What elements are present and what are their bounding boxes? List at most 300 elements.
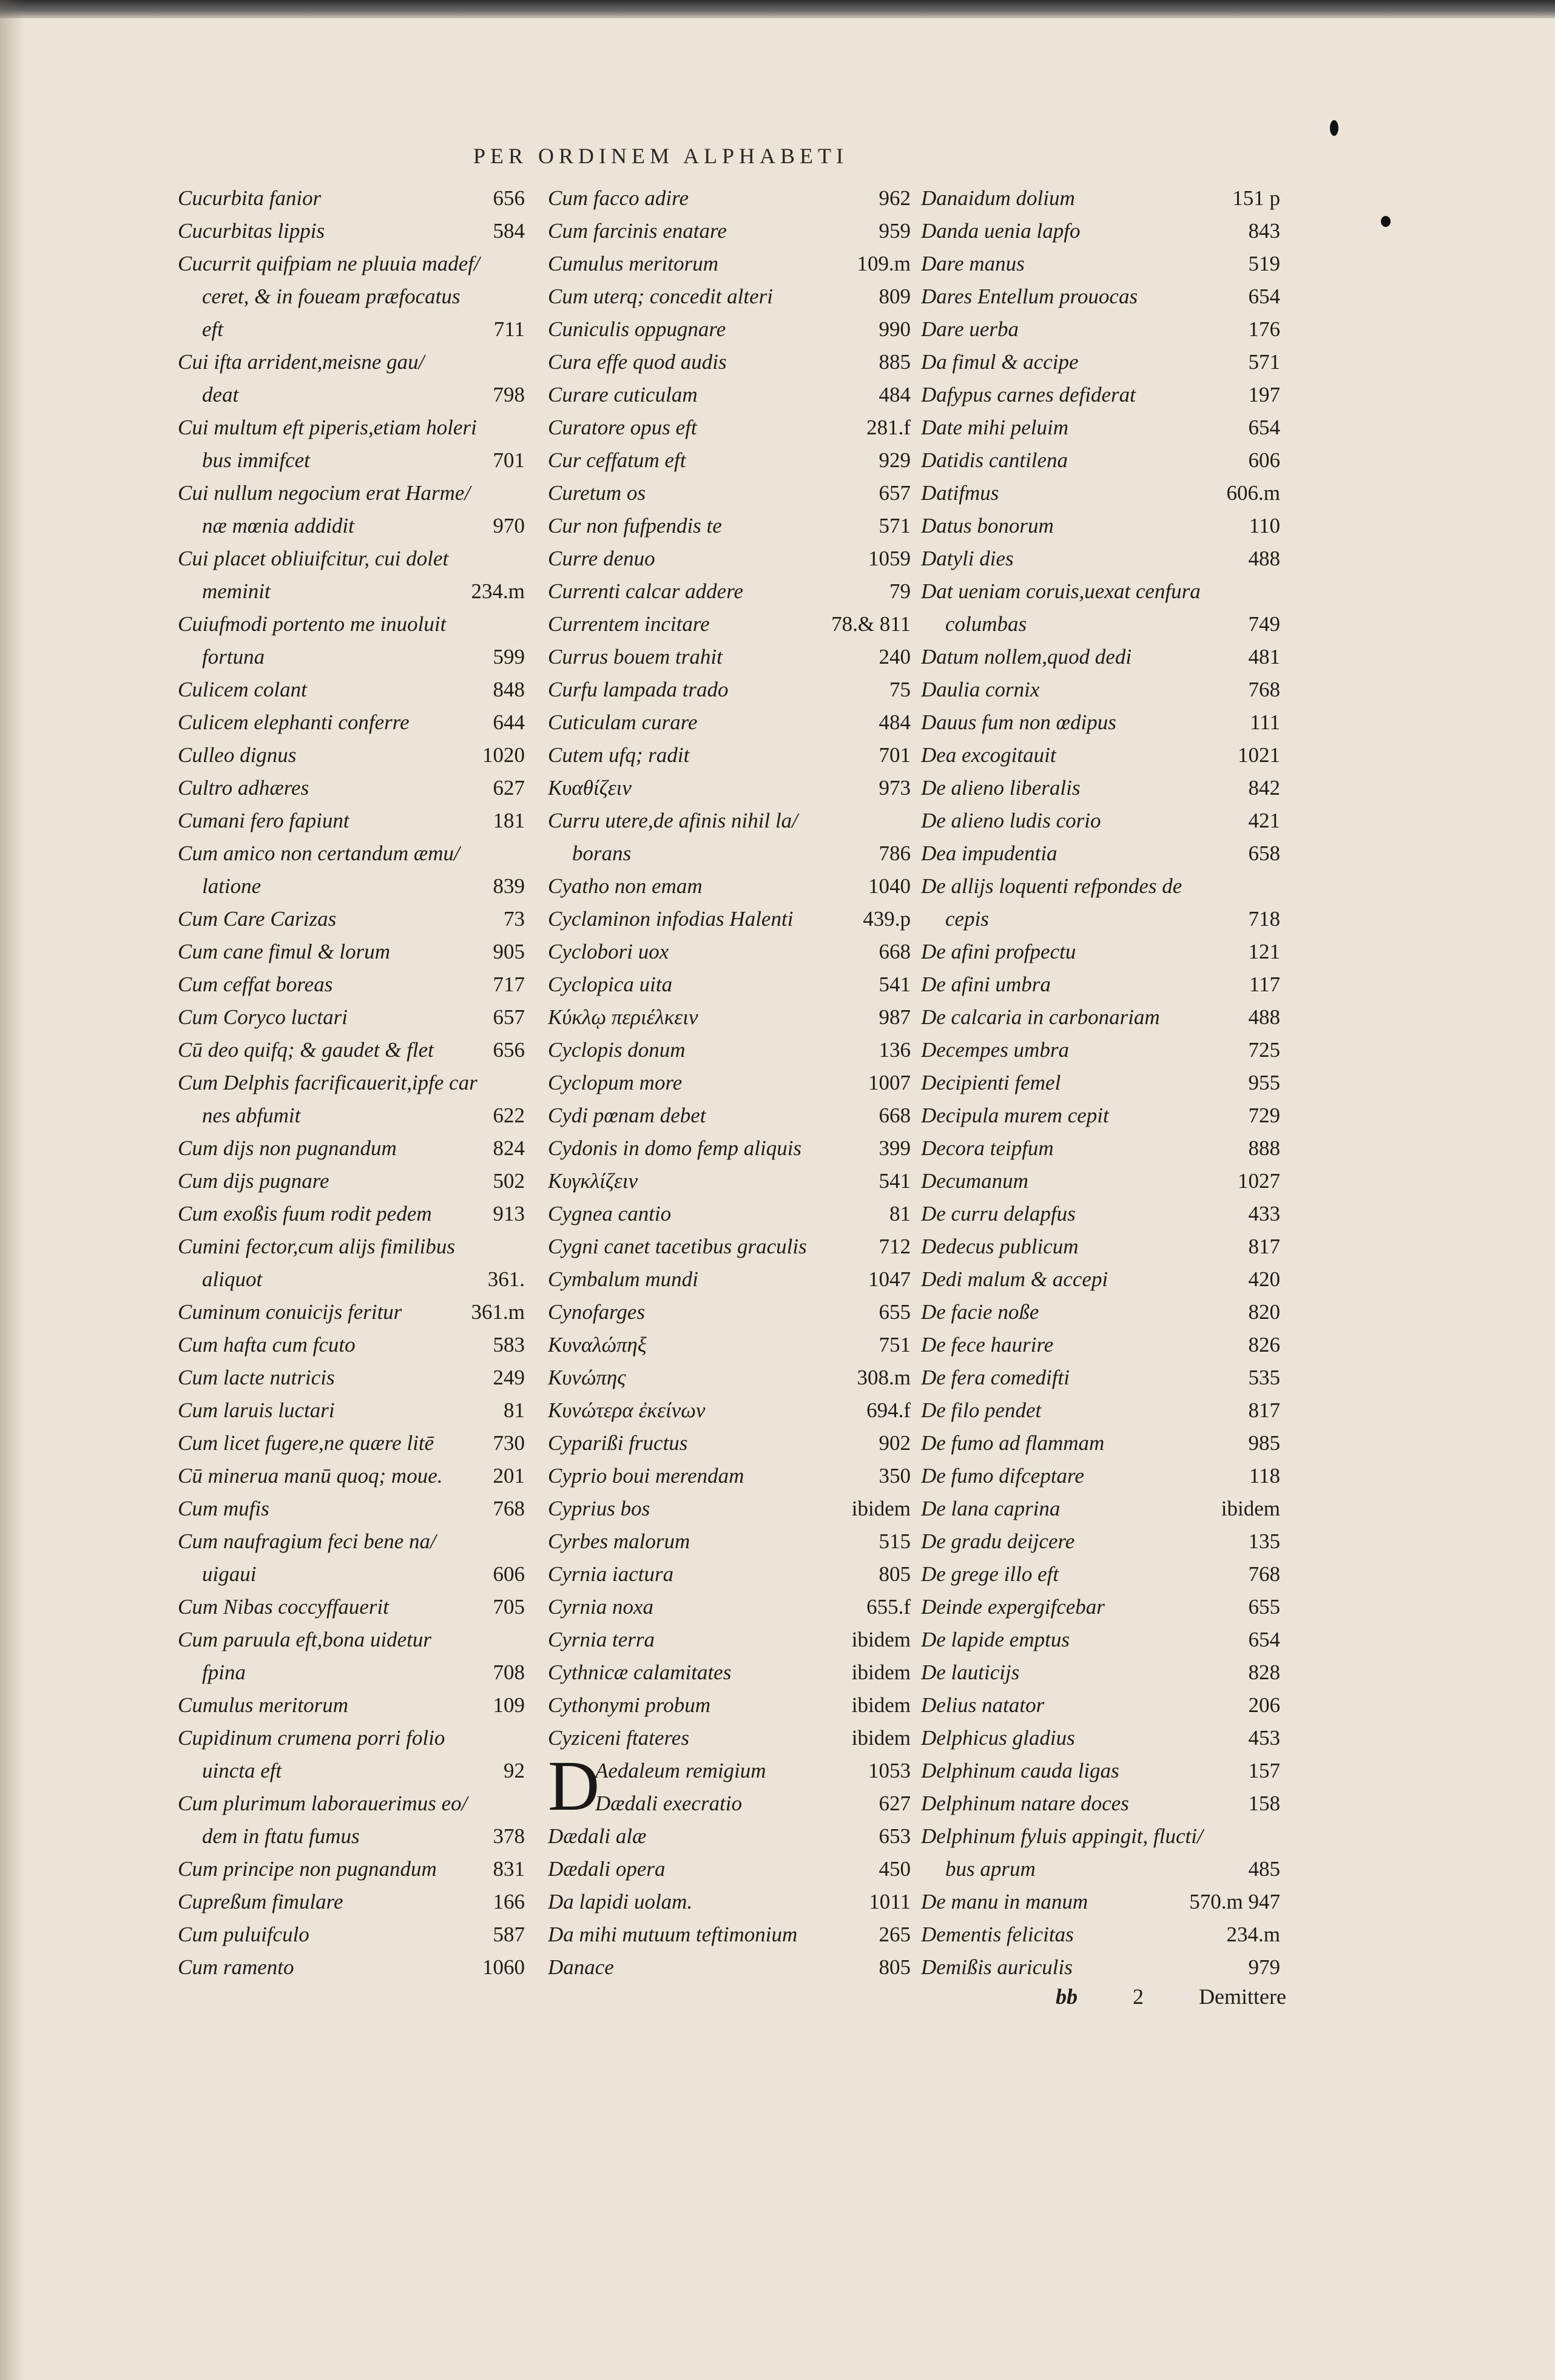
entry-page-ref: 570.m 947	[1189, 1890, 1280, 1913]
index-entry	[548, 1886, 911, 1918]
entry-page-ref: 798	[493, 383, 525, 406]
index-entry	[548, 1656, 911, 1689]
entry-text: Curetum os	[548, 481, 646, 505]
index-entry	[548, 1951, 911, 1984]
index-entry	[178, 641, 525, 673]
entry-text: De facie noße	[921, 1300, 1039, 1324]
entry-page-ref: 848	[493, 678, 525, 701]
index-entry	[548, 641, 911, 673]
entry-text: Cum lacte nutricis	[178, 1366, 335, 1389]
index-entry	[921, 641, 1280, 673]
index-entry	[921, 444, 1280, 477]
index-entry	[921, 673, 1280, 706]
index-entry	[921, 1787, 1280, 1820]
index-entry	[921, 1722, 1280, 1755]
running-head: PER ORDINEM ALPHABETI	[473, 144, 849, 168]
entry-text: Cyprius bos	[548, 1497, 650, 1520]
entry-page-ref: 902	[879, 1431, 911, 1455]
index-entry	[921, 411, 1280, 444]
index-entry	[921, 1460, 1280, 1492]
index-entry	[921, 1591, 1280, 1623]
entry-page-ref: 712	[879, 1235, 911, 1258]
index-entry	[921, 935, 1280, 968]
entry-text: Decipula murem cepit	[921, 1104, 1109, 1127]
entry-text: Delphicus gladius	[921, 1726, 1075, 1750]
entry-text: bus aprum	[945, 1857, 1036, 1881]
index-entry	[921, 1853, 1280, 1886]
catchword: Demittere	[1199, 1984, 1286, 2009]
entry-page-ref: 1007	[868, 1071, 911, 1094]
entry-text: De alieno liberalis	[921, 776, 1081, 800]
index-entry	[178, 1755, 525, 1787]
entry-text: Dauus fum non œdipus	[921, 710, 1116, 734]
entry-text: Dat ueniam coruis,uexat cenfura	[921, 579, 1201, 603]
entry-text: Curre denuo	[548, 547, 655, 570]
index-entry	[548, 1198, 911, 1230]
binding-shadow	[0, 0, 24, 2380]
page-top-edge	[0, 0, 1555, 18]
index-entry	[548, 1460, 911, 1492]
index-entry	[548, 1591, 911, 1623]
entry-text: Κυαθίζειν	[548, 776, 632, 800]
entry-page-ref: 158	[1248, 1792, 1280, 1815]
entry-text: De alieno ludis corio	[921, 809, 1101, 832]
entry-page-ref: 1059	[868, 547, 911, 570]
index-entry	[548, 673, 911, 706]
entry-text: Cyclopica uita	[548, 973, 673, 996]
index-entry	[178, 1329, 525, 1361]
entry-page-ref: 786	[879, 841, 911, 865]
entry-page-ref: 361.m	[471, 1300, 525, 1324]
index-entry	[548, 870, 911, 903]
entry-page-ref: 1040	[868, 874, 911, 898]
entry-text: latione	[202, 874, 261, 898]
entry-text: Dædali alæ	[548, 1824, 647, 1848]
entry-page-ref: ibidem	[851, 1726, 911, 1750]
index-entry	[178, 903, 525, 935]
index-entry	[548, 935, 911, 968]
entry-text: Cum dijs pugnare	[178, 1169, 329, 1193]
entry-page-ref: 1027	[1238, 1169, 1280, 1193]
index-entry	[921, 248, 1280, 280]
entry-text: Cumulus meritorum	[548, 252, 718, 275]
entry-page-ref: 541	[879, 1169, 911, 1193]
entry-page-ref: 985	[1248, 1431, 1280, 1455]
entry-page-ref: 817	[1248, 1235, 1280, 1258]
entry-text: Dædali opera	[548, 1857, 666, 1881]
entry-text: Culicem colant	[178, 678, 307, 701]
entry-text: Cum licet fugere,ne quære litē	[178, 1431, 434, 1455]
entry-text: Curare cuticulam	[548, 383, 698, 406]
index-entry	[178, 1034, 525, 1067]
index-entry	[178, 1492, 525, 1525]
entry-text: Κυνώτερα ἐκείνων	[548, 1398, 706, 1422]
entry-text: dem in ftatu fumus	[202, 1824, 360, 1848]
entry-text: Cyrbes malorum	[548, 1529, 690, 1553]
entry-text: Cumini fector,cum alijs fimilibus	[178, 1235, 455, 1258]
entry-page-ref: 627	[493, 776, 525, 800]
column-2-entries	[548, 182, 911, 1755]
entry-page-ref: 420	[1248, 1267, 1280, 1291]
entry-page-ref: 655	[879, 1300, 911, 1324]
index-entry	[548, 444, 911, 477]
entry-text: Cum puluifculo	[178, 1923, 309, 1946]
entry-page-ref: 929	[879, 448, 911, 472]
entry-page-ref: 484	[879, 710, 911, 734]
index-entry	[921, 1525, 1280, 1558]
index-entry	[178, 1460, 525, 1492]
index-entry	[921, 182, 1280, 215]
entry-text: Decipienti femel	[921, 1071, 1061, 1094]
entry-page-ref: 705	[493, 1595, 525, 1619]
entry-text: Cum cane fimul & lorum	[178, 940, 390, 963]
entry-text: Cydonis in domo femp aliquis	[548, 1136, 802, 1160]
index-entry	[178, 1886, 525, 1918]
entry-text: Curru utere,de afinis nihil la/	[548, 809, 798, 832]
entry-text: Cumani fero fapiunt	[178, 809, 349, 832]
entry-page-ref: 135	[1248, 1529, 1280, 1553]
index-entry	[178, 739, 525, 772]
entry-page-ref: ibidem	[851, 1497, 911, 1520]
entry-page-ref: 708	[493, 1660, 525, 1684]
initial-block	[548, 1746, 911, 1825]
index-entry	[548, 706, 911, 739]
entry-page-ref: 768	[493, 1497, 525, 1520]
index-entry	[921, 477, 1280, 510]
index-entry	[921, 772, 1280, 804]
index-entry	[178, 870, 525, 903]
entry-text: Cum facco adire	[548, 186, 689, 210]
entry-text: ceret, & in foueam præfocatus	[202, 285, 460, 308]
entry-page-ref: 839	[493, 874, 525, 898]
entry-page-ref: 987	[879, 1005, 911, 1029]
entry-text: eft	[202, 317, 223, 341]
entry-page-ref: 817	[1248, 1398, 1280, 1422]
entry-text: Dare uerba	[921, 317, 1019, 341]
entry-text: Cum paruula eft,bona uidetur	[178, 1628, 432, 1651]
entry-page-ref: 109	[493, 1693, 525, 1717]
entry-page-ref: 151 p	[1232, 186, 1280, 210]
entry-page-ref: 654	[1248, 285, 1280, 308]
entry-text: Cum ramento	[178, 1955, 294, 1979]
entry-page-ref: 768	[1248, 1562, 1280, 1586]
index-entry	[548, 215, 911, 248]
index-entry	[548, 313, 911, 346]
index-entry	[178, 1951, 525, 1984]
entry-text: fortuna	[202, 645, 265, 669]
entry-page-ref: 583	[493, 1333, 525, 1357]
index-entry	[178, 1918, 525, 1951]
entry-page-ref: 92	[504, 1759, 525, 1782]
entry-text: Cyclobori uox	[548, 940, 669, 963]
entry-text: Delphinum cauda ligas	[921, 1759, 1119, 1782]
entry-text: De fumo ad flammam	[921, 1431, 1105, 1455]
index-entry	[548, 1132, 911, 1165]
index-entry	[178, 1198, 525, 1230]
entry-page-ref: 658	[1248, 841, 1280, 865]
index-entry	[921, 903, 1280, 935]
entry-page-ref: 519	[1248, 252, 1280, 275]
entry-page-ref: 484	[879, 383, 911, 406]
index-entry	[548, 1918, 911, 1951]
entry-page-ref: 654	[1248, 1628, 1280, 1651]
entry-text: Cum dijs non pugnandum	[178, 1136, 397, 1160]
entry-page-ref: 587	[493, 1923, 525, 1946]
entry-text: Cum Care Carizas	[178, 907, 337, 931]
entry-text: Datifmus	[921, 481, 999, 505]
entry-page-ref: 201	[493, 1464, 525, 1488]
entry-page-ref: 831	[493, 1857, 525, 1881]
entry-text: Cumulus meritorum	[178, 1693, 348, 1717]
entry-text: De curru delapfus	[921, 1202, 1076, 1225]
index-entry	[921, 837, 1280, 870]
entry-text: Da fimul & accipe	[921, 350, 1079, 374]
index-entry	[548, 1394, 911, 1427]
entry-page-ref: 361.	[487, 1267, 525, 1291]
index-entry	[921, 1132, 1280, 1165]
entry-text: Danace	[548, 1955, 614, 1979]
entry-page-ref: 805	[879, 1562, 911, 1586]
index-entry	[548, 542, 911, 575]
entry-page-ref: 450	[879, 1857, 911, 1881]
entry-text: Datum nollem,quod dedi	[921, 645, 1132, 669]
index-entry	[548, 1853, 911, 1886]
entry-page-ref: 655.f	[866, 1595, 911, 1619]
entry-page-ref: 584	[493, 219, 525, 243]
ink-spot	[1381, 216, 1391, 227]
index-entry	[921, 1361, 1280, 1394]
entry-text: Cum hafta cum fcuto	[178, 1333, 356, 1357]
entry-text: De fece haurire	[921, 1333, 1054, 1357]
entry-page-ref: 627	[879, 1792, 911, 1815]
index-entry	[178, 313, 525, 346]
entry-page-ref: 118	[1249, 1464, 1280, 1488]
index-entry	[548, 182, 911, 215]
entry-text: Cui placet obliuifcitur, cui dolet	[178, 547, 449, 570]
index-entry	[921, 739, 1280, 772]
entry-text: Cui ifta arrident,meisne gau/	[178, 350, 425, 374]
entry-page-ref: 725	[1248, 1038, 1280, 1062]
entry-page-ref: 809	[879, 285, 911, 308]
index-entry	[921, 510, 1280, 542]
index-entry	[178, 575, 525, 608]
entry-text: Cucurbitas lippis	[178, 219, 325, 243]
entry-text: Cum ceffat boreas	[178, 973, 333, 996]
entry-page-ref: 502	[493, 1169, 525, 1193]
entry-text: Cyprio boui merendam	[548, 1464, 744, 1488]
entry-text: Culleo dignus	[178, 743, 297, 767]
index-entry	[921, 379, 1280, 411]
index-entry	[921, 608, 1280, 641]
entry-page-ref: 481	[1248, 645, 1280, 669]
entry-page-ref: 1053	[868, 1759, 911, 1782]
entry-text: De manu in manum	[921, 1890, 1088, 1913]
entry-page-ref: 701	[879, 743, 911, 767]
index-entry	[178, 1427, 525, 1460]
index-entry	[178, 1623, 525, 1656]
index-entry	[178, 215, 525, 248]
entry-page-ref: 1020	[482, 743, 525, 767]
index-column-3	[921, 182, 1280, 1984]
entry-page-ref: 657	[879, 481, 911, 505]
entry-page-ref: 136	[879, 1038, 911, 1062]
entry-text: De filo pendet	[921, 1398, 1042, 1422]
entry-text: Date mihi peluim	[921, 416, 1069, 439]
entry-text: columbas	[945, 612, 1027, 636]
entry-text: Cui nullum negocium erat Harme/	[178, 481, 471, 505]
index-entry	[921, 1623, 1280, 1656]
index-entry	[178, 804, 525, 837]
entry-text: Cucurrit quifpiam ne pluuia madef/	[178, 252, 480, 275]
entry-page-ref: 181	[493, 809, 525, 832]
page-footer	[1056, 1984, 1286, 2009]
entry-text: Dare manus	[921, 252, 1025, 275]
entry-text: Deinde expergifcebar	[921, 1595, 1105, 1619]
entry-text: Κυνώπης	[548, 1366, 626, 1389]
entry-text: Decempes umbra	[921, 1038, 1069, 1062]
entry-page-ref: ibidem	[851, 1660, 911, 1684]
entry-text: Dea excogitauit	[921, 743, 1056, 767]
index-entry	[178, 608, 525, 641]
entry-page-ref: 78.& 811	[831, 612, 911, 636]
index-entry	[178, 1591, 525, 1623]
index-entry	[548, 1034, 911, 1067]
entry-text: Da mihi mutuum teftimonium	[548, 1923, 798, 1946]
entry-page-ref: 75	[889, 678, 911, 701]
entry-text: Dedecus publicum	[921, 1235, 1079, 1258]
index-entry	[548, 608, 911, 641]
index-entry	[548, 510, 911, 542]
entry-text: Cur ceffatum eft	[548, 448, 686, 472]
entry-page-ref: 81	[504, 1398, 525, 1422]
index-entry	[178, 968, 525, 1001]
index-entry	[178, 837, 525, 870]
index-entry	[548, 1263, 911, 1296]
index-entry	[548, 1001, 911, 1034]
entry-text: Κυγκλίζειν	[548, 1169, 638, 1193]
index-entry	[595, 1755, 911, 1787]
index-entry	[548, 837, 911, 870]
entry-text: Cum Delphis facrificauerit,ipfe car	[178, 1071, 477, 1094]
entry-text: Cum laruis luctari	[178, 1398, 335, 1422]
entry-text: Culicem elephanti conferre	[178, 710, 410, 734]
index-entry	[178, 280, 525, 313]
entry-text: Cuticulam curare	[548, 710, 698, 734]
entry-text: Cythnicæ calamitates	[548, 1660, 732, 1684]
entry-page-ref: 717	[493, 973, 525, 996]
entry-text: Datidis cantilena	[921, 448, 1068, 472]
index-entry	[921, 1067, 1280, 1099]
index-entry	[548, 379, 911, 411]
entry-text: Cyclaminon infodias Halenti	[548, 907, 794, 931]
index-entry	[921, 1558, 1280, 1591]
entry-page-ref: 488	[1248, 547, 1280, 570]
entry-text: Cum uterq; concedit alteri	[548, 285, 773, 308]
entry-text: Cymbalum mundi	[548, 1267, 698, 1291]
entry-text: Cupidinum crumena porri folio	[178, 1726, 445, 1750]
entry-page-ref: 599	[493, 645, 525, 669]
entry-page-ref: 654	[1248, 416, 1280, 439]
entry-text: De afini umbra	[921, 973, 1051, 996]
entry-text: Dementis felicitas	[921, 1923, 1074, 1946]
index-entry	[178, 346, 525, 379]
entry-page-ref: 1047	[868, 1267, 911, 1291]
entry-text: Delius natator	[921, 1693, 1045, 1717]
index-entry	[921, 1296, 1280, 1329]
entry-text: uigaui	[202, 1562, 257, 1586]
entry-text: Cum naufragium feci bene na/	[178, 1529, 436, 1553]
index-entry	[921, 870, 1280, 903]
entry-text: De lapide emptus	[921, 1628, 1070, 1651]
index-entry	[178, 1263, 525, 1296]
entry-page-ref: 657	[493, 1005, 525, 1029]
entry-text: Cutem ufq; radit	[548, 743, 690, 767]
index-entry	[178, 542, 525, 575]
ink-spot	[1330, 120, 1338, 136]
entry-text: Cum principe non pugnandum	[178, 1857, 437, 1881]
entry-text: Cyrnia terra	[548, 1628, 655, 1651]
index-entry	[178, 673, 525, 706]
index-entry	[178, 182, 525, 215]
entry-page-ref: 453	[1248, 1726, 1280, 1750]
entry-text: De afini profpectu	[921, 940, 1076, 963]
index-entry	[178, 1230, 525, 1263]
entry-text: Dafypus carnes defiderat	[921, 383, 1136, 406]
entry-page-ref: 668	[879, 940, 911, 963]
entry-page-ref: 535	[1248, 1366, 1280, 1389]
entry-page-ref: 399	[879, 1136, 911, 1160]
entry-text: Delphinum natare doces	[921, 1792, 1129, 1815]
index-entry	[548, 248, 911, 280]
index-entry	[178, 1394, 525, 1427]
index-entry	[921, 1755, 1280, 1787]
entry-page-ref: 824	[493, 1136, 525, 1160]
entry-page-ref: 990	[879, 317, 911, 341]
index-entry	[178, 248, 525, 280]
entry-page-ref: 541	[879, 973, 911, 996]
entry-text: Cythonymi probum	[548, 1693, 710, 1717]
entry-text: Datus bonorum	[921, 514, 1054, 538]
index-entry	[548, 1099, 911, 1132]
entry-text: Dedi malum & accepi	[921, 1267, 1108, 1291]
entry-text: Cyrnia noxa	[548, 1595, 654, 1619]
entry-page-ref: 826	[1248, 1333, 1280, 1357]
index-entry	[178, 706, 525, 739]
entry-text: Cum Coryco luctari	[178, 1005, 348, 1029]
entry-page-ref: 240	[879, 645, 911, 669]
entry-page-ref: 694.f	[866, 1398, 911, 1422]
entry-text: De grege illo eft	[921, 1562, 1059, 1586]
index-entry	[921, 1656, 1280, 1689]
index-entry	[548, 903, 911, 935]
entry-page-ref: 515	[879, 1529, 911, 1553]
entry-page-ref: 606	[493, 1562, 525, 1586]
index-entry	[548, 1492, 911, 1525]
entry-page-ref: 656	[493, 186, 525, 210]
entry-page-ref: 805	[879, 1955, 911, 1979]
index-entry	[921, 1099, 1280, 1132]
entry-page-ref: 439.p	[863, 907, 911, 931]
index-entry	[178, 1525, 525, 1558]
index-entry	[178, 1689, 525, 1722]
entry-text: Cyatho non emam	[548, 874, 703, 898]
entry-text: De lauticijs	[921, 1660, 1020, 1684]
entry-page-ref: 843	[1248, 219, 1280, 243]
index-column-2	[548, 182, 911, 1984]
index-entry	[921, 346, 1280, 379]
entry-text: Decumanum	[921, 1169, 1028, 1193]
entry-page-ref: 655	[1248, 1595, 1280, 1619]
